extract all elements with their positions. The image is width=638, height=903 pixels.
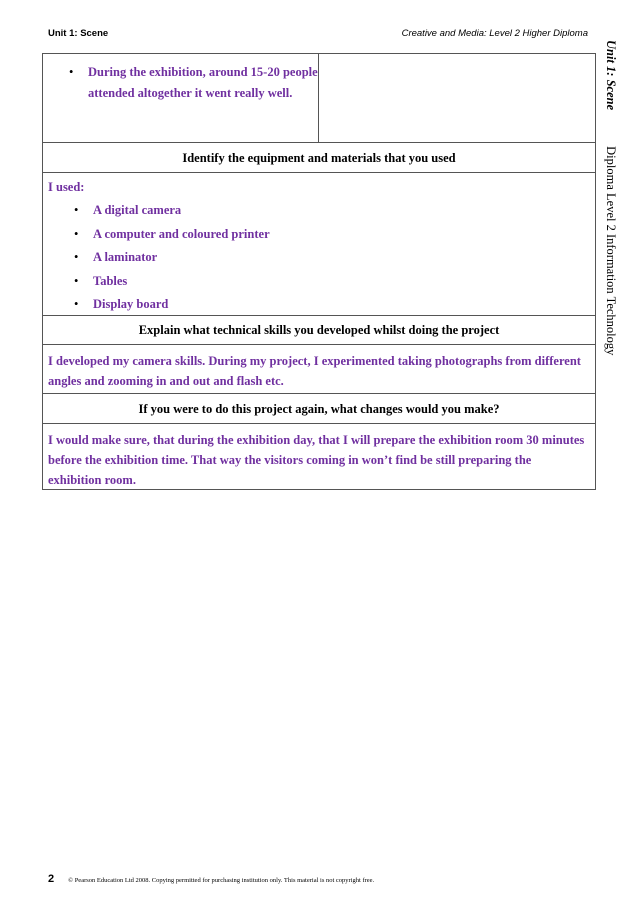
page-footer bbox=[48, 869, 374, 887]
side-running-title bbox=[603, 40, 618, 355]
side-diploma-title: Diploma Level 2 Information Technology bbox=[604, 146, 618, 356]
header-course-title: Creative and Media: Level 2 Higher Diploma bbox=[401, 28, 588, 39]
copyright-notice: © Pearson Education Ltd 2008. Copying permitted for purchasing institution only. This material is not copyright free. bbox=[68, 877, 375, 884]
list-item: • A computer and coloured printer bbox=[48, 223, 595, 247]
empty-cell bbox=[319, 54, 595, 142]
equipment-answer bbox=[43, 172, 595, 315]
evaluation-form bbox=[42, 53, 596, 490]
equipment-heading: Identify the equipment and materials that you used bbox=[43, 142, 595, 172]
list-item: • Display board bbox=[48, 293, 595, 317]
skills-heading: Explain what technical skills you developed whilst doing the project bbox=[43, 315, 595, 344]
list-item: • Tables bbox=[48, 270, 595, 294]
page-number: 2 bbox=[48, 873, 55, 885]
list-item: • A laminator bbox=[48, 246, 595, 270]
attendance-cell bbox=[43, 54, 319, 142]
changes-answer: I would make sure, that during the exhibition day, that I will prepare the exhibition room 30 minutes before the exhibition time. That way the visitors coming in won’t find be still preparing the exhibition room. bbox=[43, 423, 595, 489]
equipment-intro: I used: bbox=[48, 180, 85, 194]
header-unit-title: Unit 1: Scene bbox=[48, 28, 109, 39]
skills-answer: I developed my camera skills. During my project, I experimented taking photographs from different angles and zooming in and out and flash etc. bbox=[43, 344, 595, 393]
side-unit-title: Unit 1: Scene bbox=[604, 40, 618, 111]
attendance-bullet: • During the exhibition, around 15-20 people attended altogether it went really well. bbox=[43, 62, 318, 104]
list-item: • A digital camera bbox=[48, 199, 595, 223]
changes-heading: If you were to do this project again, what changes would you make? bbox=[43, 393, 595, 423]
form-row-attendance bbox=[43, 54, 595, 142]
equipment-list bbox=[48, 199, 595, 317]
